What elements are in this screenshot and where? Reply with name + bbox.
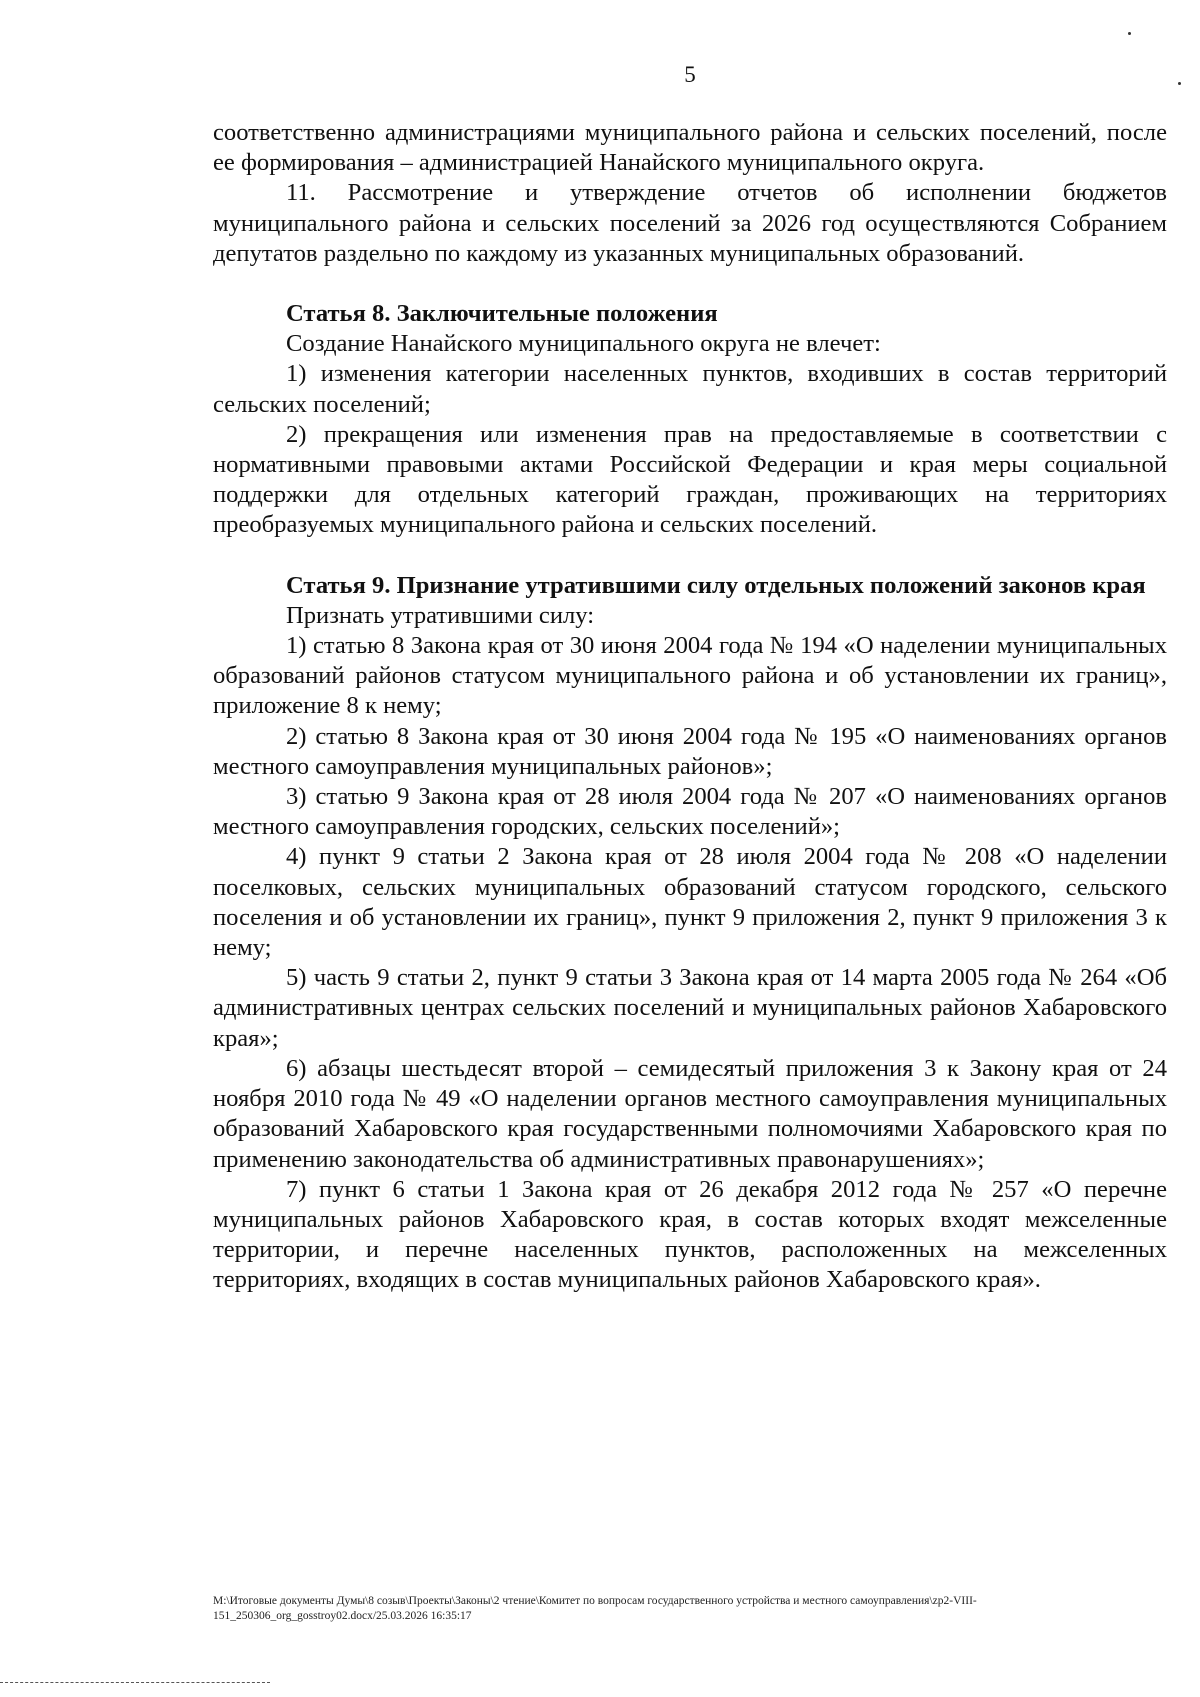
article-9-item-5: 5) часть 9 статьи 2, пункт 9 статьи 3 Закона края от 14 марта 2005 года № 264 «Об административных центрах сельских поселений и муниципальных районов Хабаровского края»; xyxy=(213,964,1167,1052)
article-9-item-2: 2) статью 8 Закона края от 30 июня 2004 года № 195 «О наименованиях органов местного самоуправления муниципальных районов»; xyxy=(213,722,1167,780)
paragraph-11: 11. Рассмотрение и утверждение отчетов об исполнении бюджетов муниципального района и сельских поселений за 2026 год осуществляются Собранием депутатов раздельно по каждому из указанных муниципальных образований. xyxy=(213,179,1167,267)
article-9-item-4: 4) пункт 9 статьи 2 Закона края от 28 июля 2004 года № 208 «О наделении поселковых, сельских муниципальных образований статусом городского, сельского поселения и об установлении их границ», пункт 9 приложения 2, пункт 9 приложения 3 к нему; xyxy=(213,843,1167,962)
article-8-item-2: 2) прекращения или изменения прав на предоставляемые в соответствии с нормативными правовыми актами Российской Федерации и края меры социальной поддержки для отдельных категорий граждан, проживающих на территориях преобразуемых муниципального района и сельских поселений. xyxy=(213,420,1167,539)
article-9-item-6: 6) абзацы шестьдесят второй – семидесятый приложения 3 к Закону края от 24 ноября 2010 года № 49 «О наделении органов местного самоуправления муниципальных образований Хабаровского края государственными полномочиями Хабаровского края по применению законодательства об административных правонарушениях»; xyxy=(213,1054,1167,1173)
paragraph-continuation: соответственно администрациями муниципального района и сельских поселений, после ее формирования – администрацией Нанайского муниципального округа. xyxy=(213,119,1167,177)
article-9-item-3: 3) статью 9 Закона края от 28 июля 2004 года № 207 «О наименованиях органов местного самоуправления городских, сельских поселений»; xyxy=(213,783,1167,841)
scan-speck xyxy=(1178,82,1181,85)
article-8-intro: Создание Нанайского муниципального округа не влечет: xyxy=(286,330,881,358)
scan-edge-line xyxy=(0,1682,270,1683)
page-number: 5 xyxy=(684,62,696,87)
scan-speck xyxy=(1128,32,1131,35)
article-9-item-1: 1) статью 8 Закона края от 30 июня 2004 года № 194 «О наделении муниципальных образований районов статусом муниципального района и об установлении их границ», приложение 8 к нему; xyxy=(213,632,1167,720)
article-9-heading: Статья 9. Признание утратившими силу отдельных положений законов края xyxy=(286,571,1146,599)
article-9-item-7: 7) пункт 6 статьи 1 Закона края от 26 декабря 2012 года № 257 «О перечне муниципальных районов Хабаровского края, в состав которых входят межселенные территории, и перечне населенных пунктов, расположенных на межселенных территориях, входящих в состав муниципальных районов Хабаровского края». xyxy=(213,1175,1167,1294)
document-body xyxy=(213,118,1167,1296)
article-9-intro: Признать утратившими силу: xyxy=(286,601,595,629)
article-8-item-1: 1) изменения категории населенных пунктов, входивших в состав территорий сельских поселений; xyxy=(213,360,1167,418)
article-8-heading: Статья 8. Заключительные положения xyxy=(286,300,718,328)
footer-file-path: M:\Итоговые документы Думы\8 созыв\Проекты\Законы\2 чтение\Комитет по вопросам государственного устройства и местного самоуправления\zp2-VIII-151_250306_org_gosstroy02.docx/25.03.2026 16:35:17 xyxy=(213,1595,977,1622)
